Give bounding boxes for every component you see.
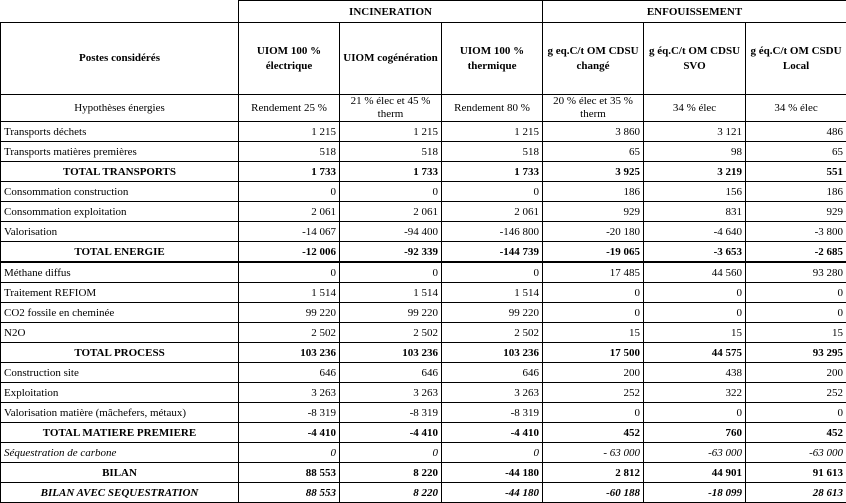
value-cell: -20 180 [543, 222, 644, 242]
value-cell: -3 800 [746, 222, 846, 242]
value-cell: 91 613 [746, 463, 846, 483]
row-label: Méthane diffus [1, 262, 239, 283]
value-cell: 15 [746, 323, 846, 343]
value-cell: 452 [746, 423, 846, 443]
value-cell: -144 739 [442, 242, 543, 263]
value-cell: 200 [746, 363, 846, 383]
value-cell: 929 [746, 202, 846, 222]
value-cell: -3 653 [644, 242, 746, 263]
value-cell: 518 [442, 142, 543, 162]
value-cell: 103 236 [239, 343, 340, 363]
value-cell: 0 [442, 262, 543, 283]
value-cell: 17 500 [543, 343, 644, 363]
value-cell: 3 860 [543, 122, 644, 142]
value-cell: 2 502 [340, 323, 442, 343]
value-cell: 88 553 [239, 463, 340, 483]
row-label: TOTAL PROCESS [1, 343, 239, 363]
table-row [1, 303, 846, 323]
value-cell: 2 502 [442, 323, 543, 343]
value-cell: 3 925 [543, 162, 644, 182]
value-cell: 15 [644, 323, 746, 343]
value-cell: -2 685 [746, 242, 846, 263]
value-cell: 1 733 [340, 162, 442, 182]
value-cell: 1 215 [340, 122, 442, 142]
value-cell: 15 [543, 323, 644, 343]
value-cell: 44 560 [644, 262, 746, 283]
value-cell: 103 236 [340, 343, 442, 363]
value-cell: 8 220 [340, 463, 442, 483]
value-cell: 452 [543, 423, 644, 443]
header-col-2: UIOM cogénération [340, 23, 442, 95]
value-cell: 44 575 [644, 343, 746, 363]
value-cell: 0 [543, 303, 644, 323]
table-row [1, 202, 846, 222]
row-label: Transports matières premières [1, 142, 239, 162]
value-cell: 88 553 [239, 483, 340, 503]
table-row [1, 403, 846, 423]
header-col-5: g éq.C/t OM CDSU SVO [644, 23, 746, 95]
row-label: CO2 fossile en cheminée [1, 303, 239, 323]
table-row [1, 443, 846, 463]
row-label: Valorisation [1, 222, 239, 242]
row-label: Exploitation [1, 383, 239, 403]
value-cell: 93 280 [746, 262, 846, 283]
value-cell: 646 [340, 363, 442, 383]
value-cell: 551 [746, 162, 846, 182]
table-row [1, 463, 846, 483]
table-row [1, 423, 846, 443]
table-row [1, 283, 846, 303]
value-cell: 646 [442, 363, 543, 383]
value-cell: 0 [239, 262, 340, 283]
value-cell: 0 [340, 443, 442, 463]
value-cell: 65 [543, 142, 644, 162]
table-row [1, 182, 846, 202]
value-cell: 252 [543, 383, 644, 403]
group-header-row [1, 1, 846, 23]
value-cell: 103 236 [442, 343, 543, 363]
value-cell: 518 [239, 142, 340, 162]
value-cell: -4 410 [442, 423, 543, 443]
row-label: N2O [1, 323, 239, 343]
value-cell: 2 502 [239, 323, 340, 343]
value-cell: 2 812 [543, 463, 644, 483]
value-cell: 0 [442, 443, 543, 463]
value-cell: 200 [543, 363, 644, 383]
value-cell: -44 180 [442, 483, 543, 503]
value-cell: 44 901 [644, 463, 746, 483]
value-cell: -4 640 [644, 222, 746, 242]
value-cell: -12 006 [239, 242, 340, 263]
value-cell: - 63 000 [543, 443, 644, 463]
table-row [1, 383, 846, 403]
value-cell: 322 [644, 383, 746, 403]
value-cell: -44 180 [442, 463, 543, 483]
table-row [1, 343, 846, 363]
value-cell: 1 733 [442, 162, 543, 182]
hypothesis-cell: 20 % élec et 35 % therm [543, 95, 644, 122]
value-cell: -92 339 [340, 242, 442, 263]
value-cell: 0 [340, 262, 442, 283]
value-cell: 3 219 [644, 162, 746, 182]
value-cell: 1 514 [239, 283, 340, 303]
value-cell: 518 [340, 142, 442, 162]
value-cell: 99 220 [340, 303, 442, 323]
header-postes: Postes considérés [1, 23, 239, 95]
value-cell: 2 061 [442, 202, 543, 222]
hypothesis-cell: Rendement 80 % [442, 95, 543, 122]
value-cell: -63 000 [644, 443, 746, 463]
row-label: BILAN [1, 463, 239, 483]
value-cell: 2 061 [239, 202, 340, 222]
value-cell: 0 [442, 182, 543, 202]
hypothesis-cell: 34 % élec [644, 95, 746, 122]
value-cell: 186 [746, 182, 846, 202]
value-cell: 0 [746, 303, 846, 323]
value-cell: 1 215 [442, 122, 543, 142]
table-row [1, 162, 846, 182]
value-cell: 252 [746, 383, 846, 403]
value-cell: -146 800 [442, 222, 543, 242]
value-cell: -18 099 [644, 483, 746, 503]
value-cell: 0 [239, 182, 340, 202]
row-label: Valorisation matière (mâchefers, métaux) [1, 403, 239, 423]
value-cell: 760 [644, 423, 746, 443]
value-cell: -19 065 [543, 242, 644, 263]
value-cell: 2 061 [340, 202, 442, 222]
value-cell: 28 613 [746, 483, 846, 503]
value-cell: 0 [543, 283, 644, 303]
value-cell: 0 [543, 403, 644, 423]
value-cell: 486 [746, 122, 846, 142]
value-cell: 0 [644, 303, 746, 323]
value-cell: 0 [239, 443, 340, 463]
value-cell: 0 [340, 182, 442, 202]
table-row [1, 262, 846, 283]
value-cell: 156 [644, 182, 746, 202]
value-cell: 929 [543, 202, 644, 222]
hypothesis-cell: Rendement 25 % [239, 95, 340, 122]
row-label: Séquestration de carbone [1, 443, 239, 463]
value-cell: 0 [746, 403, 846, 423]
row-label: TOTAL ENERGIE [1, 242, 239, 263]
table-row [1, 483, 846, 503]
value-cell: -8 319 [442, 403, 543, 423]
value-cell: 8 220 [340, 483, 442, 503]
table-row [1, 142, 846, 162]
value-cell: 98 [644, 142, 746, 162]
row-label: BILAN AVEC SEQUESTRATION [1, 483, 239, 503]
value-cell: 93 295 [746, 343, 846, 363]
value-cell: -4 410 [239, 423, 340, 443]
table-row [1, 363, 846, 383]
value-cell: 3 263 [442, 383, 543, 403]
value-cell: -94 400 [340, 222, 442, 242]
header-col-6: g éq.C/t OM CSDU Local [746, 23, 846, 95]
value-cell: -8 319 [340, 403, 442, 423]
value-cell: 17 485 [543, 262, 644, 283]
value-cell: -63 000 [746, 443, 846, 463]
row-label: TOTAL TRANSPORTS [1, 162, 239, 182]
table-row [1, 242, 846, 263]
table-row [1, 323, 846, 343]
header-col-4: g eq.C/t OM CDSU changé [543, 23, 644, 95]
row-label: Transports déchets [1, 122, 239, 142]
value-cell: 438 [644, 363, 746, 383]
value-cell: 186 [543, 182, 644, 202]
empty-corner [1, 1, 239, 23]
group-incineration: INCINERATION [239, 1, 543, 23]
hypotheses-label: Hypothèses énergies [1, 95, 239, 122]
value-cell: 1 215 [239, 122, 340, 142]
value-cell: 3 263 [340, 383, 442, 403]
table-body [1, 122, 846, 503]
value-cell: 0 [644, 403, 746, 423]
hypothesis-cell: 34 % élec [746, 95, 846, 122]
row-label: Construction site [1, 363, 239, 383]
value-cell: -14 067 [239, 222, 340, 242]
header-col-3: UIOM 100 % thermique [442, 23, 543, 95]
value-cell: 0 [746, 283, 846, 303]
value-cell: 646 [239, 363, 340, 383]
value-cell: 1 514 [442, 283, 543, 303]
value-cell: 99 220 [442, 303, 543, 323]
value-cell: 65 [746, 142, 846, 162]
table-row [1, 122, 846, 142]
value-cell: -60 188 [543, 483, 644, 503]
row-label: Consommation construction [1, 182, 239, 202]
hypothesis-cell: 21 % élec et 45 % therm [340, 95, 442, 122]
value-cell: 3 121 [644, 122, 746, 142]
value-cell: 3 263 [239, 383, 340, 403]
value-cell: 99 220 [239, 303, 340, 323]
row-label: Consommation exploitation [1, 202, 239, 222]
row-label: TOTAL MATIERE PREMIERE [1, 423, 239, 443]
column-header-row [1, 23, 846, 95]
group-enfouissement: ENFOUISSEMENT [543, 1, 846, 23]
value-cell: -4 410 [340, 423, 442, 443]
value-cell: 1 733 [239, 162, 340, 182]
table-row [1, 222, 846, 242]
value-cell: 831 [644, 202, 746, 222]
row-label: Traitement REFIOM [1, 283, 239, 303]
value-cell: -8 319 [239, 403, 340, 423]
value-cell: 0 [644, 283, 746, 303]
value-cell: 1 514 [340, 283, 442, 303]
header-col-1: UIOM 100 % électrique [239, 23, 340, 95]
hypotheses-row [1, 95, 846, 122]
